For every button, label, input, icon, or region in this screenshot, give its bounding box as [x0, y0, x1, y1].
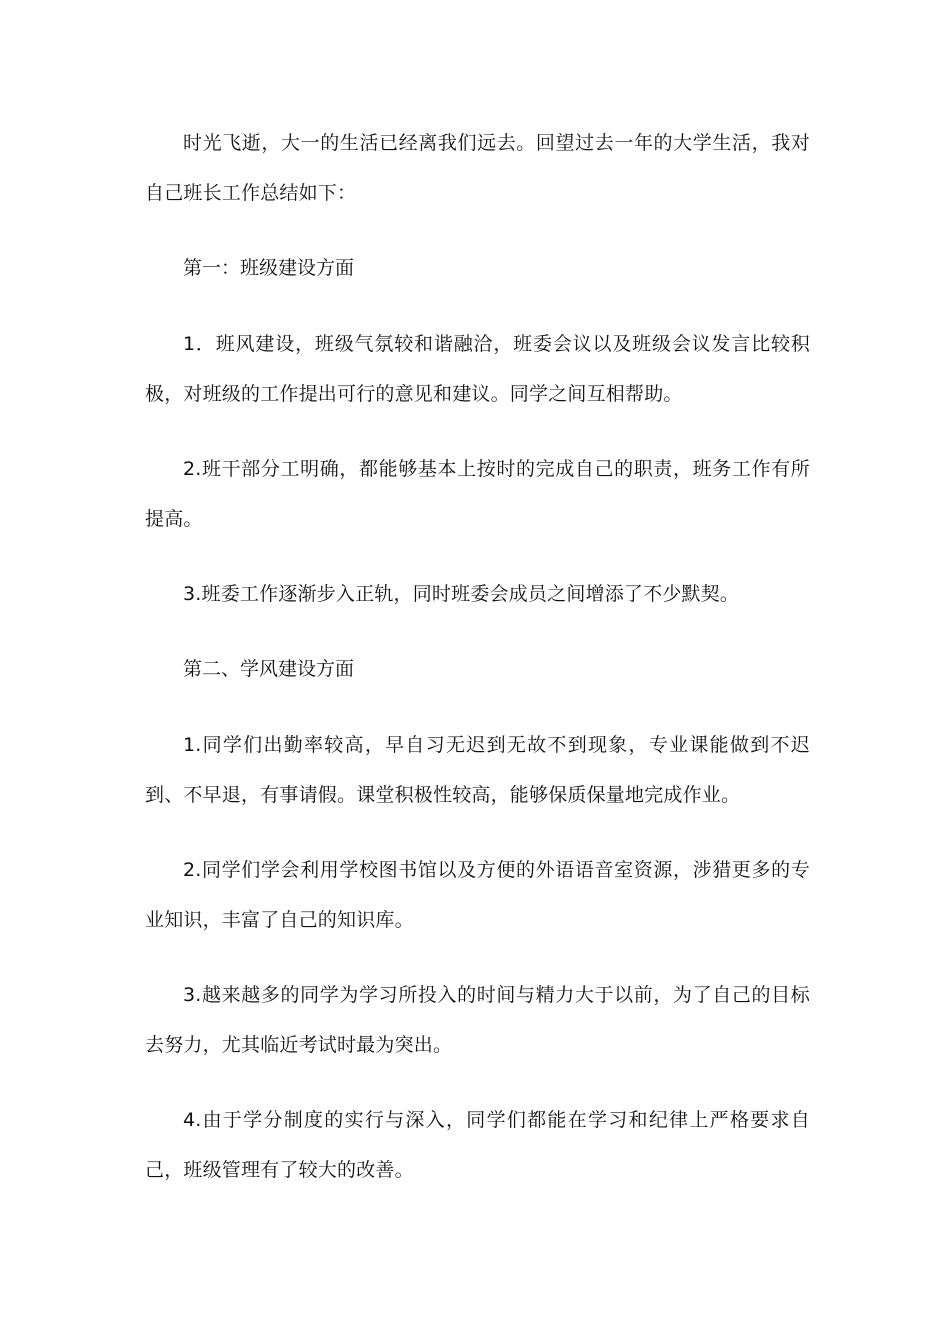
list-item: 4.由于学分制度的实行与深入，同学们都能在学习和纪律上严格要求自己，班级管理有了较大的改善。 — [145, 1109, 810, 1181]
section-heading-class-building: 第一：班级建设方面 — [183, 257, 355, 279]
section-heading-study-style: 第二、学风建设方面 — [183, 658, 355, 680]
list-item: 1．班风建设，班级气氛较和谐融洽，班委会议以及班级会议发言比较积极，对班级的工作提出可行的意见和建议。同学之间互相帮助。 — [145, 333, 810, 405]
list-item: 3.越来越多的同学为学习所投入的时间与精力大于以前，为了自己的目标去努力，尤其临近考试时最为突出。 — [145, 984, 810, 1056]
list-item: 2.班干部分工明确，都能够基本上按时的完成自己的职责，班务工作有所提高。 — [145, 458, 810, 530]
document-page — [145, 118, 810, 1220]
list-item: 2.同学们学会利用学校图书馆以及方便的外语语音室资源，涉猎更多的专业知识，丰富了自己的知识库。 — [145, 859, 810, 931]
intro-paragraph: 时光飞逝，大一的生活已经离我们远去。回望过去一年的大学生活，我对自己班长工作总结如下： — [145, 132, 810, 204]
list-item: 3.班委工作逐渐步入正轨，同时班委会成员之间增添了不少默契。 — [183, 583, 740, 605]
list-item: 1.同学们出勤率较高，早自习无迟到无故不到现象，专业课能做到不迟到、不早退，有事请假。课堂积极性较高，能够保质保量地完成作业。 — [145, 734, 810, 806]
